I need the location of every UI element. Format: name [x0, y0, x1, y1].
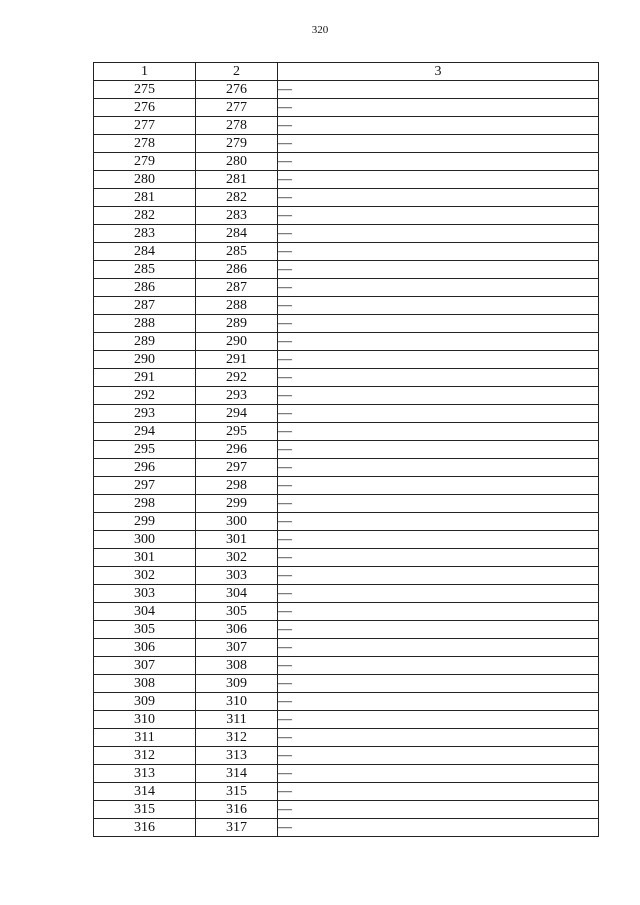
- table-row: [94, 261, 599, 279]
- table-cell: —: [278, 477, 599, 495]
- table-cell: 309: [196, 675, 278, 693]
- table-cell: 283: [196, 207, 278, 225]
- table-body: [94, 63, 599, 837]
- table-cell: —: [278, 549, 599, 567]
- table-cell: 303: [196, 567, 278, 585]
- table-cell: 297: [196, 459, 278, 477]
- table-cell: 294: [196, 405, 278, 423]
- table-row: [94, 621, 599, 639]
- table-cell: —: [278, 531, 599, 549]
- table-row: [94, 153, 599, 171]
- table-cell: —: [278, 819, 599, 837]
- table-cell: 276: [94, 99, 196, 117]
- table-cell: 303: [94, 585, 196, 603]
- table-cell: 310: [196, 693, 278, 711]
- table-row: [94, 297, 599, 315]
- table-header-row: [94, 63, 599, 81]
- table-cell: 287: [94, 297, 196, 315]
- table-row: [94, 711, 599, 729]
- table-cell: —: [278, 153, 599, 171]
- table-row: [94, 369, 599, 387]
- table-cell: 300: [94, 531, 196, 549]
- table-row: [94, 549, 599, 567]
- table-cell: 280: [94, 171, 196, 189]
- table-cell: —: [278, 711, 599, 729]
- table-cell: 308: [94, 675, 196, 693]
- table-cell: —: [278, 441, 599, 459]
- table-cell: 297: [94, 477, 196, 495]
- table-row: [94, 495, 599, 513]
- table-cell: 295: [94, 441, 196, 459]
- table-cell: 292: [94, 387, 196, 405]
- table-row: [94, 639, 599, 657]
- table-cell: 305: [196, 603, 278, 621]
- table-cell: —: [278, 117, 599, 135]
- table-row: [94, 657, 599, 675]
- table-cell: 299: [94, 513, 196, 531]
- table-row: [94, 225, 599, 243]
- table-cell: —: [278, 297, 599, 315]
- table-row: [94, 531, 599, 549]
- table-cell: 277: [196, 99, 278, 117]
- table-cell: 313: [196, 747, 278, 765]
- table-row: [94, 477, 599, 495]
- table-cell: 309: [94, 693, 196, 711]
- table-cell: 304: [94, 603, 196, 621]
- table-row: [94, 207, 599, 225]
- table-cell: 289: [196, 315, 278, 333]
- table-row: [94, 729, 599, 747]
- table-row: [94, 513, 599, 531]
- table-row: [94, 783, 599, 801]
- table-cell: 302: [196, 549, 278, 567]
- table-row: [94, 585, 599, 603]
- table-cell: 298: [94, 495, 196, 513]
- table-cell: —: [278, 333, 599, 351]
- table-cell: 287: [196, 279, 278, 297]
- table-cell: 316: [196, 801, 278, 819]
- table-cell: 313: [94, 765, 196, 783]
- table-row: [94, 675, 599, 693]
- table-cell: 294: [94, 423, 196, 441]
- table-cell: —: [278, 783, 599, 801]
- table-row: [94, 351, 599, 369]
- table-cell: 305: [94, 621, 196, 639]
- table-row: [94, 189, 599, 207]
- table-cell: —: [278, 243, 599, 261]
- table-cell: 311: [94, 729, 196, 747]
- table-row: [94, 801, 599, 819]
- table-cell: 283: [94, 225, 196, 243]
- table-cell: 293: [196, 387, 278, 405]
- table-row: [94, 405, 599, 423]
- table-cell: 277: [94, 117, 196, 135]
- table-cell: 288: [196, 297, 278, 315]
- table-cell: 284: [94, 243, 196, 261]
- table-row: [94, 117, 599, 135]
- table-cell: 315: [94, 801, 196, 819]
- table-cell: —: [278, 387, 599, 405]
- table-cell: 281: [94, 189, 196, 207]
- table-cell: 290: [196, 333, 278, 351]
- table-cell: —: [278, 405, 599, 423]
- table-cell: —: [278, 171, 599, 189]
- table-row: [94, 243, 599, 261]
- table-cell: 308: [196, 657, 278, 675]
- table-cell: —: [278, 747, 599, 765]
- column-header: 3: [278, 63, 599, 81]
- column-header: 1: [94, 63, 196, 81]
- table-cell: 279: [196, 135, 278, 153]
- table-cell: —: [278, 729, 599, 747]
- table-cell: 292: [196, 369, 278, 387]
- table-row: [94, 171, 599, 189]
- table-row: [94, 99, 599, 117]
- table-cell: 275: [94, 81, 196, 99]
- table-cell: 278: [94, 135, 196, 153]
- table-cell: —: [278, 585, 599, 603]
- table-cell: 311: [196, 711, 278, 729]
- page-number: 320: [311, 24, 329, 36]
- table-row: [94, 693, 599, 711]
- table-cell: 300: [196, 513, 278, 531]
- table-cell: 282: [94, 207, 196, 225]
- table-cell: 285: [94, 261, 196, 279]
- table-cell: —: [278, 675, 599, 693]
- column-header: 2: [196, 63, 278, 81]
- table-cell: —: [278, 261, 599, 279]
- data-table: [93, 62, 599, 837]
- table-cell: 284: [196, 225, 278, 243]
- table-cell: 285: [196, 243, 278, 261]
- table-cell: 286: [196, 261, 278, 279]
- table-cell: —: [278, 495, 599, 513]
- table-cell: —: [278, 369, 599, 387]
- table-cell: 317: [196, 819, 278, 837]
- table-cell: 310: [94, 711, 196, 729]
- table-cell: 307: [94, 657, 196, 675]
- table-cell: 293: [94, 405, 196, 423]
- table-cell: —: [278, 459, 599, 477]
- table-cell: 296: [94, 459, 196, 477]
- table-cell: 316: [94, 819, 196, 837]
- table-cell: —: [278, 567, 599, 585]
- table-cell: 278: [196, 117, 278, 135]
- table-cell: 290: [94, 351, 196, 369]
- table-cell: —: [278, 279, 599, 297]
- table-cell: —: [278, 207, 599, 225]
- table-cell: 289: [94, 333, 196, 351]
- table-cell: 314: [94, 783, 196, 801]
- table-row: [94, 747, 599, 765]
- table-row: [94, 765, 599, 783]
- table-row: [94, 333, 599, 351]
- table-row: [94, 603, 599, 621]
- table-cell: 312: [196, 729, 278, 747]
- table-cell: 288: [94, 315, 196, 333]
- table-cell: —: [278, 621, 599, 639]
- table-cell: 281: [196, 171, 278, 189]
- table-cell: 286: [94, 279, 196, 297]
- table-cell: 306: [94, 639, 196, 657]
- table-cell: —: [278, 99, 599, 117]
- table-row: [94, 81, 599, 99]
- table-cell: 312: [94, 747, 196, 765]
- table-cell: —: [278, 351, 599, 369]
- table-cell: —: [278, 801, 599, 819]
- table-cell: —: [278, 513, 599, 531]
- table-cell: —: [278, 603, 599, 621]
- table-cell: —: [278, 693, 599, 711]
- table-cell: 301: [196, 531, 278, 549]
- table-row: [94, 441, 599, 459]
- table-row: [94, 387, 599, 405]
- table-cell: 298: [196, 477, 278, 495]
- table-cell: 296: [196, 441, 278, 459]
- table-cell: 295: [196, 423, 278, 441]
- table-cell: 291: [196, 351, 278, 369]
- table-cell: 306: [196, 621, 278, 639]
- table-cell: 301: [94, 549, 196, 567]
- table-cell: —: [278, 135, 599, 153]
- table-cell: 302: [94, 567, 196, 585]
- table-cell: 314: [196, 765, 278, 783]
- table-row: [94, 315, 599, 333]
- table-cell: 279: [94, 153, 196, 171]
- table-cell: 307: [196, 639, 278, 657]
- table-row: [94, 819, 599, 837]
- table-row: [94, 423, 599, 441]
- table-cell: —: [278, 225, 599, 243]
- table-cell: —: [278, 639, 599, 657]
- table-cell: 276: [196, 81, 278, 99]
- table-cell: —: [278, 315, 599, 333]
- table-cell: 282: [196, 189, 278, 207]
- table-cell: —: [278, 657, 599, 675]
- table-row: [94, 459, 599, 477]
- table-cell: 304: [196, 585, 278, 603]
- table-row: [94, 279, 599, 297]
- table-cell: 315: [196, 783, 278, 801]
- table-cell: 291: [94, 369, 196, 387]
- table-cell: 280: [196, 153, 278, 171]
- table-row: [94, 135, 599, 153]
- table-cell: —: [278, 765, 599, 783]
- table-cell: —: [278, 81, 599, 99]
- table-row: [94, 567, 599, 585]
- table-cell: —: [278, 189, 599, 207]
- table-cell: —: [278, 423, 599, 441]
- table-cell: 299: [196, 495, 278, 513]
